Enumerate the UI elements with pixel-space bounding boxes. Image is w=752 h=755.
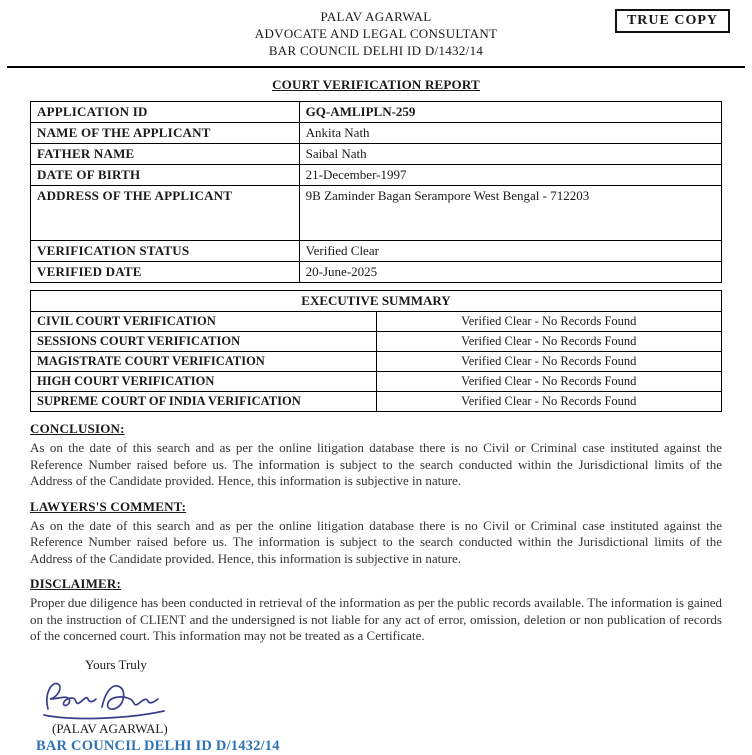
report-title-text: COURT VERIFICATION REPORT <box>272 77 480 92</box>
disclaimer-body: Proper due diligence has been conducted in retrieval of the information as per the public records available. The information is gained on the instruction of CLIENT and the undersigned is not liable for any act of error, omission, deletion or non publication of records of the concerned court. This information may not be treated as a Certificate. <box>30 595 722 643</box>
table-row <box>31 291 722 312</box>
table-row <box>31 123 722 144</box>
executive-summary-title: EXECUTIVE SUMMARY <box>31 291 722 312</box>
applicant-details-table <box>30 101 722 283</box>
summary-label-civil-court: CIVIL COURT VERIFICATION <box>31 312 377 332</box>
detail-label-date-of-birth: DATE OF BIRTH <box>31 165 300 186</box>
conclusion-section <box>30 421 722 490</box>
conclusion-body: As on the date of this search and as per the online litigation database there is no Civil or Criminal case instituted against the Reference Number raised before us. The information is subject to the search conducted within the Jurisdictional limits of the Address of the Candidate provided. Hence, this information is subjective in nature. <box>30 440 722 488</box>
summary-value-supreme-court: Verified Clear - No Records Found <box>376 392 722 412</box>
executive-summary-table <box>30 290 722 412</box>
true-copy-stamp-label: TRUE COPY <box>626 13 718 28</box>
table-row <box>31 332 722 352</box>
summary-label-supreme-court: SUPREME COURT OF INDIA VERIFICATION <box>31 392 377 412</box>
detail-label-verification-status: VERIFICATION STATUS <box>31 241 300 262</box>
detail-value-address: 9B Zaminder Bagan Serampore West Bengal - 712203 <box>299 186 721 241</box>
table-row <box>31 372 722 392</box>
detail-value-application-id: GQ-AMLIPLN-259 <box>299 102 721 123</box>
detail-value-verification-status: Verified Clear <box>299 241 721 262</box>
summary-label-sessions-court: SESSIONS COURT VERIFICATION <box>31 332 377 352</box>
table-row <box>31 392 722 412</box>
summary-label-high-court: HIGH COURT VERIFICATION <box>31 372 377 392</box>
detail-label-application-id: APPLICATION ID <box>31 102 300 123</box>
table-row <box>31 102 722 123</box>
signer-bar-id: BAR COUNCIL DELHI ID D/1432/14 <box>36 737 280 754</box>
report-title <box>0 77 752 93</box>
summary-value-civil-court: Verified Clear - No Records Found <box>376 312 722 332</box>
summary-value-magistrate-court: Verified Clear - No Records Found <box>376 352 722 372</box>
table-row <box>31 352 722 372</box>
detail-label-address: ADDRESS OF THE APPLICANT <box>31 186 300 241</box>
table-row <box>31 186 722 241</box>
signer-name: (PALAV AGARWAL) <box>52 720 168 736</box>
summary-value-sessions-court: Verified Clear - No Records Found <box>376 332 722 352</box>
signature-scribble <box>36 675 176 721</box>
table-row <box>31 312 722 332</box>
letterhead-bar-id: BAR COUNCIL DELHI ID D/1432/14 <box>268 43 484 58</box>
detail-value-date-of-birth: 21-December-1997 <box>299 165 721 186</box>
detail-label-father-name: FATHER NAME <box>31 144 300 165</box>
lawyers-comment-section <box>30 499 722 568</box>
table-row <box>31 144 722 165</box>
salutation: Yours Truly <box>85 656 147 672</box>
lawyers-comment-body: As on the date of this search and as per the online litigation database there is no Civil or Criminal case instituted against the Reference Number raised before us. The information is subject to the search conducted within the Jurisdictional limits of the Address of the Candidate provided. Hence, this information is subjective in nature. <box>30 517 722 566</box>
true-copy-stamp <box>615 9 730 33</box>
detail-value-father-name: Saibal Nath <box>299 144 721 165</box>
detail-label-verified-date: VERIFIED DATE <box>31 262 300 283</box>
table-row <box>31 165 722 186</box>
detail-label-applicant-name: NAME OF THE APPLICANT <box>31 123 300 144</box>
disclaimer-section <box>30 576 722 645</box>
disclaimer-heading: DISCLAIMER: <box>30 576 122 591</box>
lawyers-comment-heading: LAWYERS'S COMMENT: <box>30 498 187 514</box>
detail-value-applicant-name: Ankita Nath <box>299 123 721 144</box>
letterhead-name: PALAV AGARWAL <box>320 9 432 24</box>
summary-value-high-court: Verified Clear - No Records Found <box>376 372 722 392</box>
signature <box>36 675 752 721</box>
table-row <box>31 241 722 262</box>
detail-value-verified-date: 20-June-2025 <box>299 262 721 283</box>
header-divider <box>7 66 745 68</box>
summary-label-magistrate-court: MAGISTRATE COURT VERIFICATION <box>31 352 377 372</box>
conclusion-heading: CONCLUSION: <box>30 421 125 436</box>
letterhead-role: ADVOCATE AND LEGAL CONSULTANT <box>254 26 498 41</box>
table-row <box>31 262 722 283</box>
